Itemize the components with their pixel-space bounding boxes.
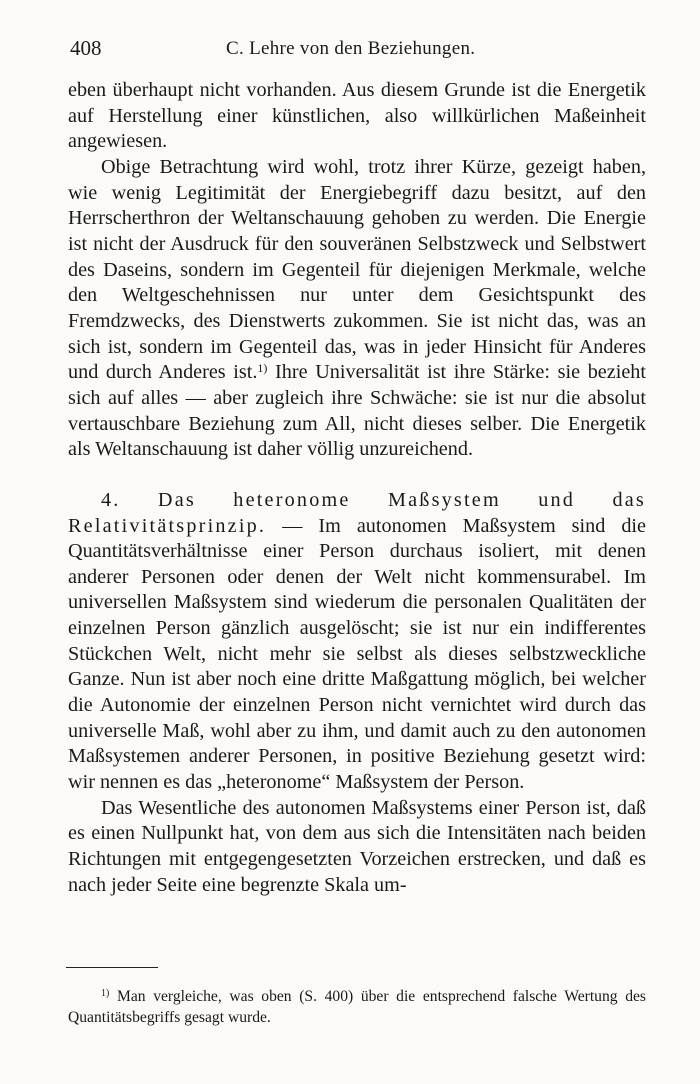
paragraph-2-part-b: Ihre Universalität ist ihre Stärke: sie bezieht sich auf alles — aber zugleich ihre Schwäche: sie ist nur die absolut vertauschbare Beziehung zum All, nicht dieses selber. Die Energetik als Weltanschauung ist daher völlig unzureichend. <box>68 361 646 461</box>
paragraph-4: Das Wesentliche des autonomen Maßsystems einer Person ist, daß es einen Nullpunkt hat, von dem aus sich die Intensitäten nach beiden Richtungen mit entgegengesetzten Vorzeichen erstrecken, und daß es nach jeder Seite eine begrenzte Skala um- <box>68 796 646 896</box>
footnote-marker: 1) <box>101 988 110 999</box>
footnote-reference: 1) <box>257 361 268 376</box>
section-heading: 4. Das heteronome Maßsystem und das Relativitätsprinzip. <box>68 488 646 537</box>
paragraph-2 <box>68 155 646 463</box>
footnote-divider <box>66 967 158 968</box>
footnote-text: Man vergleiche, was oben (S. 400) über die entsprechend falsche Wertung des Quantitätsbegriffs gesagt wurde. <box>68 988 646 1026</box>
page-number: 408 <box>70 36 102 60</box>
paragraph-3-text: — Im autonomen Maßsystem sind die Quantitätsverhältnisse einer Person durchaus isoliert, mit denen anderer Personen oder denen der Welt nicht kommensurabel. Im universellen Maßsystem sind wiederum die personalen Qualitäten der einzelnen Person gänzlich ausgelöscht; sie ist nur ein indifferentes Stückchen Welt, nicht mehr sie selbst als dieses selbstzweckliche Ganze. Nun ist aber noch eine dritte Maßgattung möglich, bei welcher die Autonomie der einzelnen Person nicht vernichtet wird durch das universelle Maß, wohl aber zu ihm, und damit auch zu den autonomen Maßsystemen anderer Personen, in positive Beziehung gesetzt wird: wir nennen es das „heteronome“ Maßsystem der Person. <box>68 514 646 794</box>
running-head: C. Lehre von den Beziehungen. <box>226 38 476 59</box>
footnote <box>68 986 646 1028</box>
page-header <box>0 36 700 66</box>
paragraph-2-part-a: Obige Betrachtung wird wohl, trotz ihrer Kürze, gezeigt haben, wie wenig Legitimität der Energiebegriff dazu besitzt, auf den Herrscherthron der Weltanschauung gehoben zu werden. Die Energie ist nicht der Ausdruck für den souveränen Selbstzweck und Selbstwert des Daseins, sondern im Gegenteil für diejenigen Merkmale, welche den Weltgeschehnissen nur unter dem Gesichtspunkt des Fremdzwecks, des Dienstwerts zukommen. Sie ist nicht das, was an sich ist, sondern im Gegenteil das, was in jeder Hinsicht für Anderes und durch Anderes ist. <box>68 155 646 384</box>
body-text <box>68 78 646 898</box>
paragraph-3 <box>68 488 646 796</box>
paragraph-1: eben überhaupt nicht vorhanden. Aus diesem Grunde ist die Energetik auf Herstellung einer künstlichen, also willkürlichen Maßeinheit angewiesen. <box>68 79 646 153</box>
